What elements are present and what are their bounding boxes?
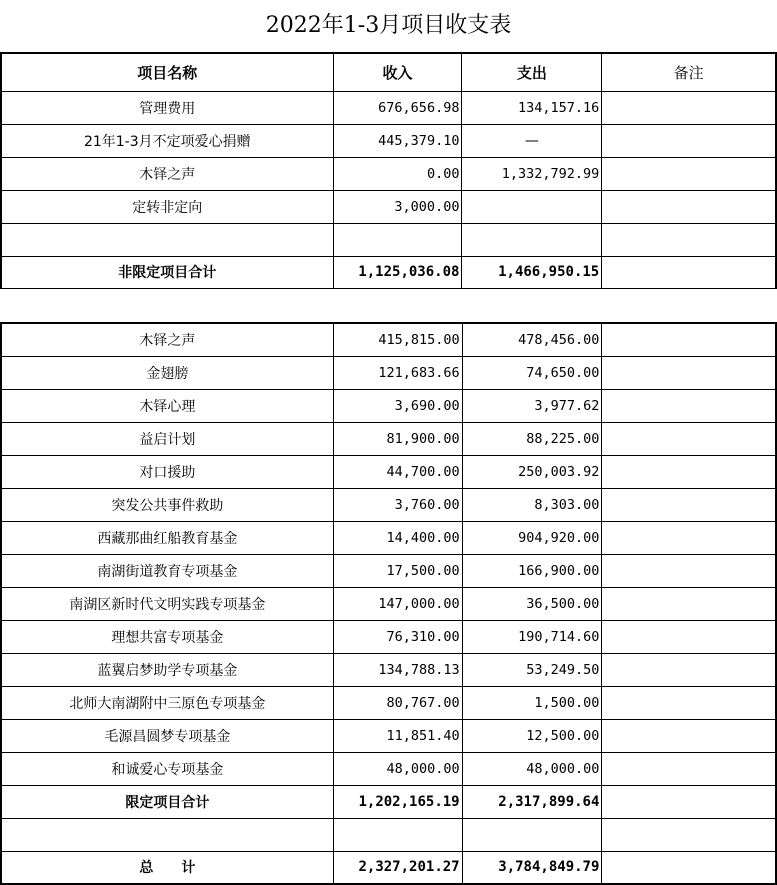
row-name-cell: 突发公共事件救助	[1, 488, 333, 521]
row-note-cell	[602, 488, 776, 521]
row-income-cell: 81,900.00	[333, 422, 462, 455]
restricted-table	[0, 322, 777, 885]
row-note-cell	[602, 157, 776, 190]
table-row	[1, 455, 776, 488]
row-income-cell	[333, 223, 462, 256]
table-row	[1, 190, 776, 223]
row-income-cell: 415,815.00	[333, 323, 462, 356]
row-name-cell: 金翅膀	[1, 356, 333, 389]
row-note-cell	[602, 223, 776, 256]
section-gap	[0, 289, 777, 322]
row-note-cell	[602, 851, 776, 884]
row-expense-cell: 3,977.62	[462, 389, 602, 422]
row-name-cell: 和诚爱心专项基金	[1, 752, 333, 785]
table-row	[1, 223, 776, 256]
table-row	[1, 157, 776, 190]
row-name-cell: 南湖街道教育专项基金	[1, 554, 333, 587]
table-row	[1, 323, 776, 356]
row-note-cell	[602, 521, 776, 554]
row-income-cell: 445,379.10	[333, 124, 462, 157]
row-note-cell	[602, 323, 776, 356]
row-name-cell: 对口援助	[1, 455, 333, 488]
row-name-cell: 木铎心理	[1, 389, 333, 422]
row-income-cell: 80,767.00	[333, 686, 462, 719]
table-row	[1, 653, 776, 686]
row-income-cell: 3,690.00	[333, 389, 462, 422]
row-note-cell	[602, 719, 776, 752]
row-expense-cell: 166,900.00	[462, 554, 602, 587]
row-expense-cell: 48,000.00	[462, 752, 602, 785]
total-row	[1, 851, 776, 884]
table-row	[1, 587, 776, 620]
table-row	[1, 818, 776, 851]
row-expense-cell: 1,500.00	[462, 686, 602, 719]
table-row	[1, 620, 776, 653]
row-note-cell	[602, 256, 776, 289]
row-income-cell: 17,500.00	[333, 554, 462, 587]
table-row	[1, 389, 776, 422]
row-note-cell	[602, 190, 776, 223]
row-name-cell: 木铎之声	[1, 323, 333, 356]
row-note-cell	[602, 389, 776, 422]
row-name-cell: 蓝翼启梦助学专项基金	[1, 653, 333, 686]
row-expense-cell: —	[462, 124, 602, 157]
row-expense-cell: 53,249.50	[462, 653, 602, 686]
table-row	[1, 719, 776, 752]
row-expense-cell: 190,714.60	[462, 620, 602, 653]
row-expense-cell: 12,500.00	[462, 719, 602, 752]
row-note-cell	[602, 356, 776, 389]
header-expense: 支出	[462, 53, 602, 91]
row-income-cell: 11,851.40	[333, 719, 462, 752]
total-row	[1, 256, 776, 289]
row-expense-cell: 2,317,899.64	[462, 785, 602, 818]
row-expense-cell	[462, 223, 602, 256]
row-note-cell	[602, 124, 776, 157]
row-income-cell: 48,000.00	[333, 752, 462, 785]
row-income-cell: 14,400.00	[333, 521, 462, 554]
row-note-cell	[602, 785, 776, 818]
row-note-cell	[602, 587, 776, 620]
row-expense-cell	[462, 818, 602, 851]
row-name-cell: 毛源昌圆梦专项基金	[1, 719, 333, 752]
row-expense-cell: 3,784,849.79	[462, 851, 602, 884]
row-expense-cell: 250,003.92	[462, 455, 602, 488]
row-name-cell	[1, 223, 333, 256]
row-note-cell	[602, 818, 776, 851]
row-income-cell: 121,683.66	[333, 356, 462, 389]
row-income-cell: 3,000.00	[333, 190, 462, 223]
table-row	[1, 488, 776, 521]
row-income-cell: 76,310.00	[333, 620, 462, 653]
row-expense-cell: 8,303.00	[462, 488, 602, 521]
row-expense-cell: 904,920.00	[462, 521, 602, 554]
row-name-cell: 益启计划	[1, 422, 333, 455]
table-row	[1, 91, 776, 124]
row-expense-cell	[462, 190, 602, 223]
table-row	[1, 554, 776, 587]
total-row	[1, 785, 776, 818]
table-title: 2022年1-3月项目收支表	[265, 13, 512, 38]
header-row	[1, 53, 776, 91]
row-name-cell: 定转非定向	[1, 190, 333, 223]
row-expense-cell: 478,456.00	[462, 323, 602, 356]
row-note-cell	[602, 686, 776, 719]
row-income-cell: 2,327,201.27	[333, 851, 462, 884]
row-expense-cell: 88,225.00	[462, 422, 602, 455]
row-income-cell: 676,656.98	[333, 91, 462, 124]
row-name-cell: 管理费用	[1, 91, 333, 124]
row-expense-cell: 134,157.16	[462, 91, 602, 124]
row-note-cell	[602, 455, 776, 488]
row-expense-cell: 1,466,950.15	[462, 256, 602, 289]
row-income-cell: 1,125,036.08	[333, 256, 462, 289]
row-name-cell: 限定项目合计	[1, 785, 333, 818]
row-income-cell: 1,202,165.19	[333, 785, 462, 818]
row-name-cell: 木铎之声	[1, 157, 333, 190]
header-note: 备注	[602, 53, 776, 91]
row-name-cell: 西藏那曲红船教育基金	[1, 521, 333, 554]
unrestricted-table	[0, 52, 777, 290]
table-row	[1, 124, 776, 157]
row-note-cell	[602, 554, 776, 587]
row-expense-cell: 36,500.00	[462, 587, 602, 620]
row-note-cell	[602, 91, 776, 124]
header-name: 项目名称	[1, 53, 333, 91]
row-income-cell: 44,700.00	[333, 455, 462, 488]
row-name-cell: 南湖区新时代文明实践专项基金	[1, 587, 333, 620]
row-note-cell	[602, 752, 776, 785]
row-income-cell: 3,760.00	[333, 488, 462, 521]
row-expense-cell: 74,650.00	[462, 356, 602, 389]
table-row	[1, 521, 776, 554]
table-row	[1, 356, 776, 389]
row-name-cell: 总 计	[1, 851, 333, 884]
row-expense-cell: 1,332,792.99	[462, 157, 602, 190]
row-note-cell	[602, 653, 776, 686]
row-income-cell: 0.00	[333, 157, 462, 190]
row-name-cell	[1, 818, 333, 851]
row-note-cell	[602, 422, 776, 455]
header-income: 收入	[333, 53, 462, 91]
row-income-cell: 147,000.00	[333, 587, 462, 620]
row-name-cell: 理想共富专项基金	[1, 620, 333, 653]
row-name-cell: 非限定项目合计	[1, 256, 333, 289]
row-income-cell	[333, 818, 462, 851]
row-name-cell: 21年1-3月不定项爱心捐赠	[1, 124, 333, 157]
row-income-cell: 134,788.13	[333, 653, 462, 686]
row-name-cell: 北师大南湖附中三原色专项基金	[1, 686, 333, 719]
table-row	[1, 752, 776, 785]
table-row	[1, 422, 776, 455]
row-note-cell	[602, 620, 776, 653]
table-row	[1, 686, 776, 719]
